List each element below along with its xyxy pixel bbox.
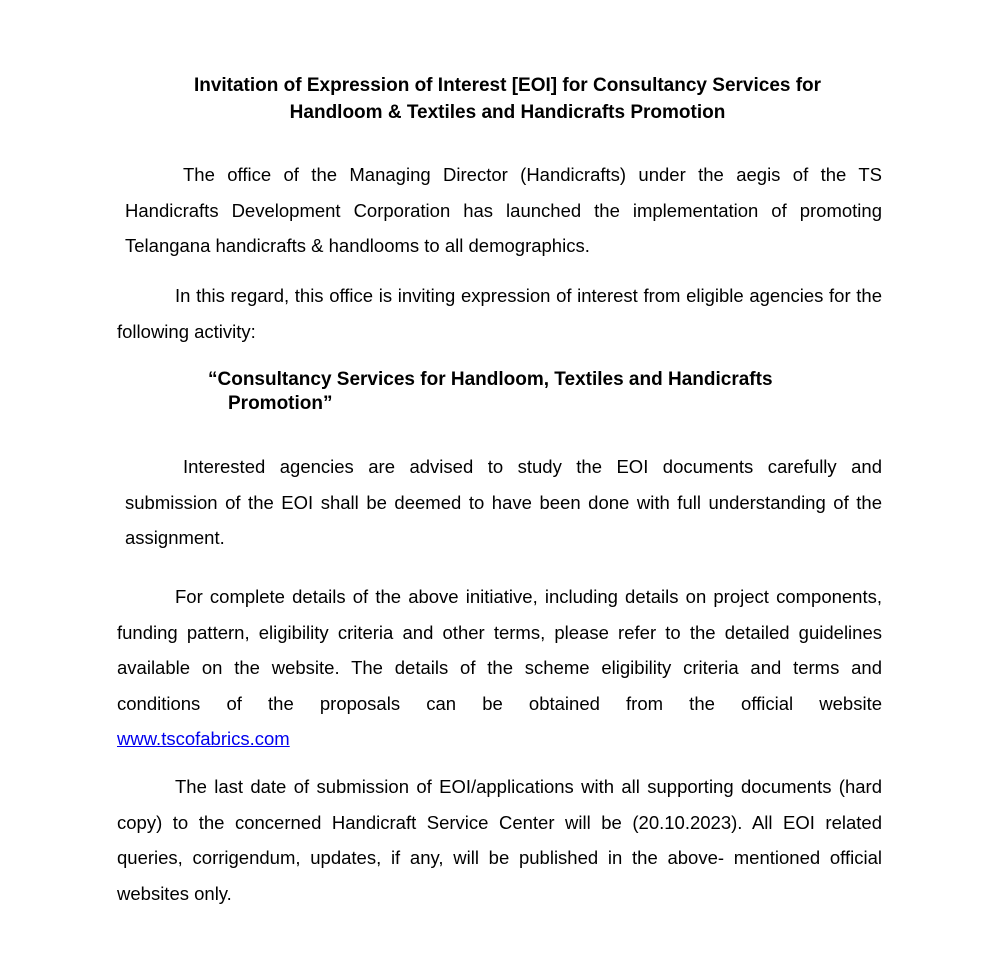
details-text: For complete details of the above initiative, including details on project components, funding pattern, eligibility criteria and other terms, please refer to the detailed guidelines available on the website. The details of the scheme eligibility criteria and terms and conditions of the proposals can be obtained from the official website — [117, 586, 882, 714]
deadline-paragraph: The last date of submission of EOI/applications with all supporting documents (hard copy) to the concerned Handicraft Service Center will be (20.10.2023). All EOI related queries, corrigendum, updates, if any, will be published in the above- mentioned official websites only. — [117, 776, 882, 904]
activity-title-line-1: “Consultancy Services for Handloom, Textiles and Handicrafts — [208, 369, 773, 390]
invitation-paragraph: In this regard, this office is inviting expression of interest from eligible agencies for the following activity: — [117, 285, 882, 342]
advisory-paragraph: Interested agencies are advised to study the EOI documents carefully and submission of the EOI shall be deemed to have been done with full understanding of the assignment. — [125, 456, 882, 548]
title-line-2: Handloom & Textiles and Handicrafts Promotion — [289, 102, 726, 123]
details-paragraph — [117, 579, 882, 757]
activity-title — [208, 368, 848, 416]
title-line-1: Invitation of Expression of Interest [EOI] for Consultancy Services for — [193, 75, 822, 96]
intro-paragraph: The office of the Managing Director (Handicrafts) under the aegis of the TS Handicrafts Development Corporation has launched the implementation of promoting Telangana handicrafts & handlooms to all demographics. — [125, 164, 882, 256]
activity-title-line-2: Promotion” — [228, 393, 333, 414]
document-title — [110, 72, 905, 126]
website-link[interactable]: www.tscofabrics.com — [117, 728, 290, 749]
